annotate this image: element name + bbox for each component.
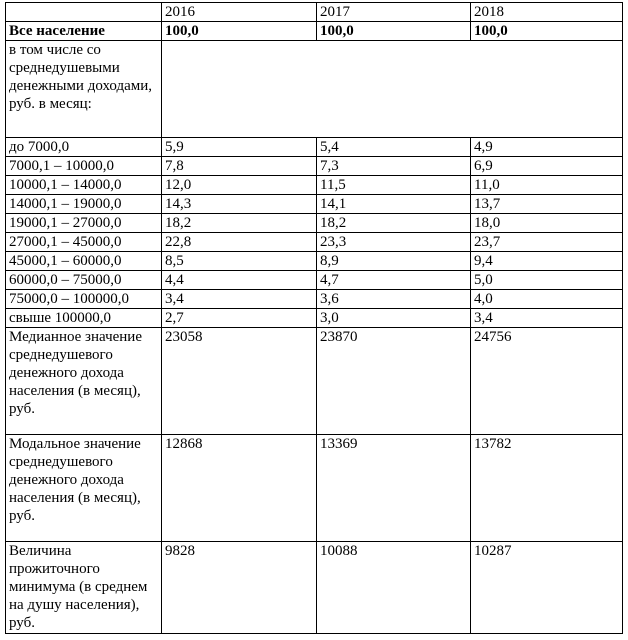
table-row <box>6 214 623 233</box>
band-value: 4,4 <box>162 271 317 290</box>
band-value: 4,9 <box>471 138 623 157</box>
band-value: 3,4 <box>471 309 623 328</box>
band-value: 14,3 <box>162 195 317 214</box>
median-income-row <box>6 328 623 435</box>
table-row <box>6 252 623 271</box>
table-row <box>6 157 623 176</box>
band-value: 4,7 <box>317 271 471 290</box>
table-row <box>6 138 623 157</box>
band-value: 18,2 <box>162 214 317 233</box>
table-row <box>6 290 623 309</box>
modal-income-row <box>6 435 623 542</box>
subsistence-minimum-value: 10287 <box>471 542 623 634</box>
median-income-value: 23058 <box>162 328 317 435</box>
band-value: 11,0 <box>471 176 623 195</box>
band-value: 6,9 <box>471 157 623 176</box>
modal-income-label: Модальное значение среднедушевого денежного дохода населения (в месяц), руб. <box>6 435 162 542</box>
header-cell-blank <box>6 3 162 22</box>
header-row <box>6 3 623 22</box>
band-label: 45000,1 – 60000,0 <box>6 252 162 271</box>
table-row <box>6 271 623 290</box>
band-value: 22,8 <box>162 233 317 252</box>
table-row <box>6 233 623 252</box>
band-value: 18,0 <box>471 214 623 233</box>
band-value: 5,0 <box>471 271 623 290</box>
group-caption: в том числе со среднедушевыми денежными доходами, руб. в месяц: <box>6 41 162 138</box>
header-cell-2016: 2016 <box>162 3 317 22</box>
band-value: 14,1 <box>317 195 471 214</box>
band-label: 7000,1 – 10000,0 <box>6 157 162 176</box>
band-value: 3,0 <box>317 309 471 328</box>
band-value: 5,9 <box>162 138 317 157</box>
band-value: 8,9 <box>317 252 471 271</box>
median-income-value: 24756 <box>471 328 623 435</box>
total-label: Все население <box>6 22 162 41</box>
band-value: 3,4 <box>162 290 317 309</box>
band-label: 60000,0 – 75000,0 <box>6 271 162 290</box>
band-value: 18,2 <box>317 214 471 233</box>
group-caption-row <box>6 41 623 138</box>
group-caption-empty <box>162 41 623 138</box>
band-label: 75000,0 – 100000,0 <box>6 290 162 309</box>
median-income-value: 23870 <box>317 328 471 435</box>
band-label: до 7000,0 <box>6 138 162 157</box>
subsistence-minimum-value: 9828 <box>162 542 317 634</box>
band-value: 13,7 <box>471 195 623 214</box>
total-value: 100,0 <box>162 22 317 41</box>
band-value: 12,0 <box>162 176 317 195</box>
modal-income-value: 13782 <box>471 435 623 542</box>
modal-income-value: 13369 <box>317 435 471 542</box>
band-label: 10000,1 – 14000,0 <box>6 176 162 195</box>
subsistence-minimum-label: Величина прожиточного минимума (в среднем на душу населения), руб. <box>6 542 162 634</box>
band-value: 5,4 <box>317 138 471 157</box>
total-value: 100,0 <box>317 22 471 41</box>
band-label: 14000,1 – 19000,0 <box>6 195 162 214</box>
subsistence-minimum-row <box>6 542 623 634</box>
band-value: 4,0 <box>471 290 623 309</box>
band-value: 23,7 <box>471 233 623 252</box>
band-value: 11,5 <box>317 176 471 195</box>
modal-income-value: 12868 <box>162 435 317 542</box>
table-row <box>6 309 623 328</box>
header-cell-2018: 2018 <box>471 3 623 22</box>
median-income-label: Медианное значение среднедушевого денежного дохода населения (в месяц), руб. <box>6 328 162 435</box>
band-label: 19000,1 – 27000,0 <box>6 214 162 233</box>
band-value: 3,6 <box>317 290 471 309</box>
band-value: 7,3 <box>317 157 471 176</box>
band-label: 27000,1 – 45000,0 <box>6 233 162 252</box>
band-label: свыше 100000,0 <box>6 309 162 328</box>
band-value: 8,5 <box>162 252 317 271</box>
band-value: 2,7 <box>162 309 317 328</box>
header-cell-2017: 2017 <box>317 3 471 22</box>
table-row <box>6 176 623 195</box>
total-row <box>6 22 623 41</box>
total-value: 100,0 <box>471 22 623 41</box>
band-value: 23,3 <box>317 233 471 252</box>
subsistence-minimum-value: 10088 <box>317 542 471 634</box>
income-distribution-table <box>5 2 623 634</box>
band-value: 9,4 <box>471 252 623 271</box>
band-value: 7,8 <box>162 157 317 176</box>
table-row <box>6 195 623 214</box>
